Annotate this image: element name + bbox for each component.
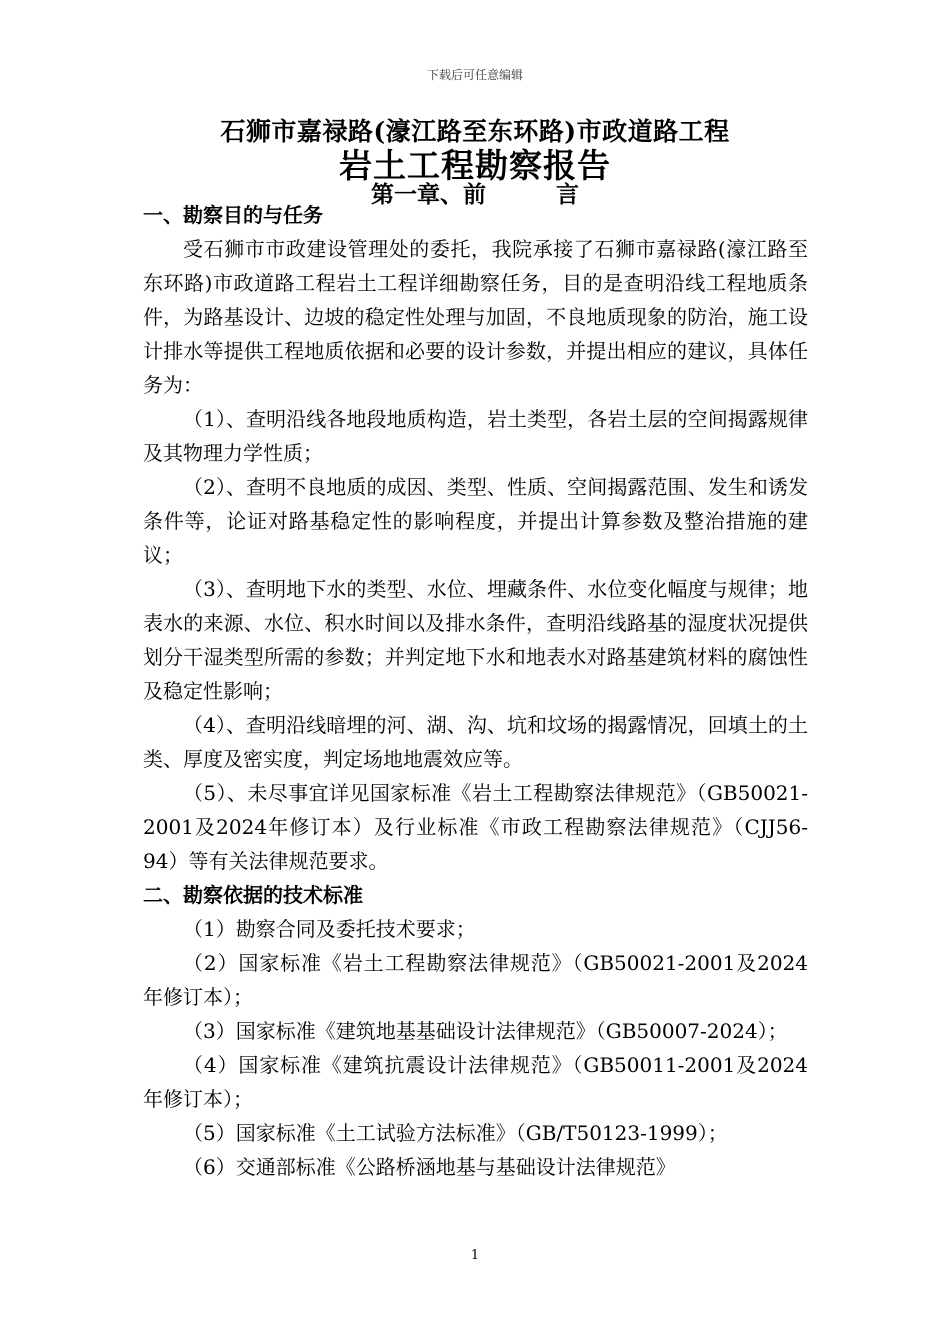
page-number: 1 [470, 1248, 480, 1263]
paragraph: （1）勘察合同及委托技术要求； [183, 917, 476, 941]
paragraph: （5）、未尽事宜详见国家标准《岩土工程勘察法律规范》（GB50021-2001及2024年修订本）及行业标准《市政工程勘察法律规范》（CJJ56-94）等有关法律规范要求。 [143, 781, 808, 873]
document-subtitle: 岩土工程勘察报告 [339, 146, 611, 185]
chapter-heading-part2: 言 [556, 181, 579, 208]
paragraph: （4）、查明沿线暗埋的河、湖、沟、坑和坟场的揭露情况，回填土的土类、厚度及密实度，判定场地地震效应等。 [143, 713, 808, 771]
header-note: 下载后可任意编辑 [426, 68, 523, 82]
paragraph: （2）、查明不良地质的成因、类型、性质、空间揭露范围、发生和诱发条件等，论证对路基稳定性的影响程度，并提出计算参数及整治措施的建议； [143, 475, 808, 567]
paragraph: （4）国家标准《建筑抗震设计法律规范》（GB50011-2001及2024年修订本）； [143, 1053, 808, 1111]
section-heading: 一、勘察目的与任务 [143, 203, 323, 227]
document-title: 石狮市嘉禄路(濠江路至东环路)市政道路工程 [220, 117, 730, 146]
body-content [143, 198, 808, 1184]
paragraph: （5）国家标准《土工试验方法标准》（GB/T50123-1999）； [183, 1121, 728, 1145]
paragraph: （3）、查明地下水的类型、水位、埋藏条件、水位变化幅度与规律；地表水的来源、水位、积水时间以及排水条件，查明沿线路基的湿度状况提供划分干湿类型所需的参数；并判定地下水和地表水对路基建筑材料的腐蚀性及稳定性影响； [143, 577, 808, 703]
paragraph: （6）交通部标准《公路桥涵地基与基础设计法律规范》 [183, 1155, 676, 1179]
section-heading: 二、勘察依据的技术标准 [143, 883, 363, 907]
paragraph: （2）国家标准《岩土工程勘察法律规范》（GB50021-2001及2024年修订本）； [143, 951, 808, 1009]
chapter-heading-part1: 第一章、前 [371, 181, 486, 208]
paragraph: （1）、查明沿线各地段地质构造，岩土类型，各岩土层的空间揭露规律及其物理力学性质； [143, 407, 808, 465]
paragraph: （3）国家标准《建筑地基基础设计法律规范》（GB50007-2024）； [183, 1019, 788, 1043]
paragraph: 受石狮市市政建设管理处的委托，我院承接了石狮市嘉禄路(濠江路至东环路)市政道路工程岩土工程详细勘察任务，目的是查明沿线工程地质条件，为路基设计、边坡的稳定性处理与加固，不良地质现象的防治，施工设计排水等提供工程地质依据和必要的设计参数，并提出相应的建议，具体任务为： [143, 237, 808, 397]
